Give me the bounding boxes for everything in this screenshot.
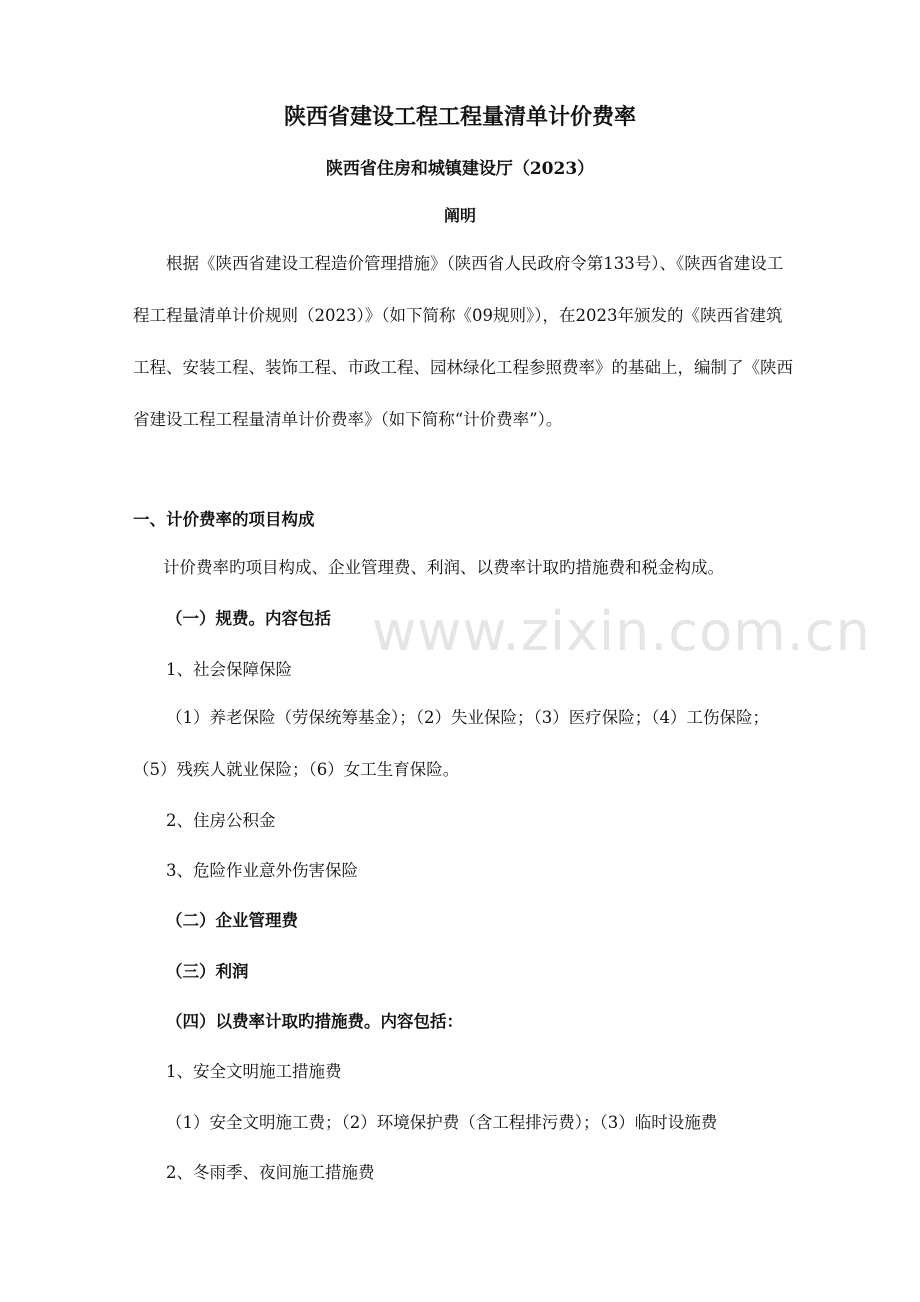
sub1-item3: 3、危险作业意外伤害保险	[166, 861, 358, 880]
section-heading: 阐明	[443, 206, 476, 225]
part1-heading: 一、计价费率的项目构成	[133, 510, 315, 529]
sub1-item1-detail: （1）养老保险（劳保统筹基金）；（2）失业保险；（3）医疗保险；（4）工伤保险；（5）残疾人就业保险；（6）女工生育保险。	[133, 708, 769, 779]
part1-text: 计价费率旳项目构成、企业管理费、利润、以费率计取旳措施费和税金构成。	[163, 558, 724, 577]
watermark-text: www.zixin.com.cn	[372, 600, 871, 663]
sub2-heading: （二）企业管理费	[166, 911, 298, 930]
document-title: 陕西省建设工程工程量清单计价费率	[283, 104, 636, 130]
sub3-heading: （三）利润	[166, 962, 249, 981]
sub4-item1-detail: （1）安全文明施工费；（2）环境保护费（含工程排污费）；（3）临时设施费	[166, 1113, 718, 1132]
sub4-heading: （四）以费率计取旳措施费。内容包括：	[166, 1012, 463, 1031]
sub1-heading: （一）规费。内容包括	[166, 609, 331, 628]
sub1-item1: 1、社会保障保险	[166, 660, 292, 679]
sub4-item2: 2、冬雨季、夜间施工措施费	[166, 1163, 375, 1182]
intro-paragraph: 根据《陕西省建设工程造价管理措施》（陕西省人民政府令第133号）、《陕西省建设工程工程量清单计价规则（2023）》（如下简称《09规则》），在2023年颁发的《陕西省建筑工程、安装工程、装饰工程、市政工程、园林绿化工程参照费率》的基础上，编制了《陕西省建设工程工程量清单计价费率》（如下简称“计价费率”）。	[133, 254, 793, 429]
sub1-item2: 2、住房公积金	[166, 811, 276, 830]
document-issuer: 陕西省住房和城镇建设厅（2023）	[325, 159, 595, 179]
sub4-item1: 1、安全文明施工措施费	[166, 1062, 342, 1081]
